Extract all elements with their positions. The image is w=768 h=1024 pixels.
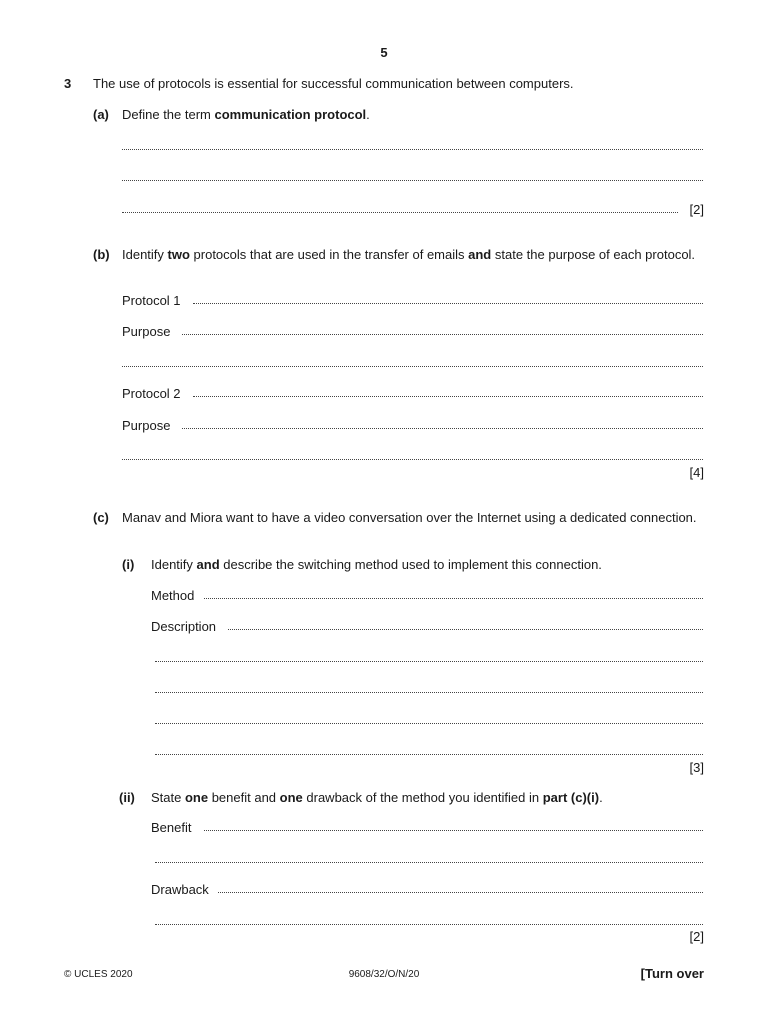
part-c-i-question [151, 557, 602, 573]
answer-line-purpose-1b[interactable] [122, 366, 703, 367]
answer-line-protocol-2[interactable] [193, 396, 703, 397]
footer-paper-code: 9608/32/O/N/20 [348, 969, 420, 980]
part-b-question [122, 247, 704, 263]
part-a-question [122, 107, 370, 123]
method-label: Method [151, 588, 195, 603]
part-b-text-3: state the purpose of each protocol. [491, 247, 696, 262]
part-c-ii-question [151, 790, 603, 806]
answer-line-description-4[interactable] [155, 723, 703, 724]
part-a-label: (a) [93, 107, 109, 122]
part-c-i-text-1: Identify [151, 557, 197, 572]
answer-line-description-1[interactable] [228, 629, 703, 630]
description-label: Description [151, 619, 217, 634]
part-c-ii-text-2: benefit and [208, 790, 280, 805]
answer-line-purpose-1[interactable] [182, 334, 703, 335]
protocol-2-label: Protocol 2 [122, 386, 181, 401]
part-c-label: (c) [93, 510, 109, 525]
footer-copyright: © UCLES 2020 [64, 969, 133, 980]
part-b-label: (b) [93, 247, 110, 262]
protocol-1-label: Protocol 1 [122, 293, 181, 308]
part-b-bold-1: two [167, 247, 190, 262]
answer-line-a-3[interactable] [122, 212, 678, 213]
part-c-ii-text-3: drawback of the method you identified in [302, 790, 543, 805]
part-c-ii-bold-1: one [184, 790, 209, 805]
part-c-question: Manav and Miora want to have a video conversation over the Internet using a dedicated connection. [122, 510, 697, 525]
question-number: 3 [64, 76, 72, 91]
part-c-i-bold-1: and [196, 557, 220, 572]
part-c-ii-text-1: State [151, 790, 185, 805]
page-number: 5 [380, 45, 388, 60]
part-c-i-label: (i) [122, 557, 135, 572]
part-c-ii-text-4: . [599, 790, 603, 805]
part-a-text-post: . [366, 107, 370, 122]
answer-line-description-5[interactable] [155, 754, 703, 755]
answer-line-method[interactable] [204, 598, 703, 599]
question-stem: The use of protocols is essential for successful communication between computers. [93, 76, 574, 91]
benefit-label: Benefit [151, 820, 192, 835]
part-b-marks: [4] [689, 465, 704, 480]
part-b-text-1: Identify [122, 247, 168, 262]
answer-line-description-2[interactable] [155, 661, 703, 662]
part-c-i-text-2: describe the switching method used to implement this connection. [219, 557, 602, 572]
answer-line-description-3[interactable] [155, 692, 703, 693]
part-c-ii-bold-2: one [279, 790, 303, 805]
part-c-i-marks: [3] [689, 760, 704, 775]
part-c-ii-bold-3: part (c)(i) [542, 790, 600, 805]
answer-line-purpose-2b[interactable] [122, 459, 703, 460]
part-a-text-pre: Define the term [122, 107, 215, 122]
turn-over: [Turn over [640, 966, 704, 981]
purpose-2-label: Purpose [122, 418, 171, 433]
answer-line-benefit-1[interactable] [204, 830, 703, 831]
part-b-bold-2: and [468, 247, 492, 262]
part-c-ii-marks: [2] [689, 929, 704, 944]
answer-line-protocol-1[interactable] [193, 303, 703, 304]
part-b-text-2: protocols that are used in the transfer of emails [189, 247, 469, 262]
answer-line-purpose-2[interactable] [182, 428, 703, 429]
answer-line-drawback-2[interactable] [155, 924, 703, 925]
answer-line-benefit-2[interactable] [155, 862, 703, 863]
part-c-ii-label: (ii) [119, 790, 135, 805]
answer-line-a-2[interactable] [122, 180, 703, 181]
answer-line-drawback-1[interactable] [218, 892, 703, 893]
part-a-marks: [2] [689, 202, 704, 217]
answer-line-a-1[interactable] [122, 149, 703, 150]
drawback-label: Drawback [151, 882, 209, 897]
purpose-1-label: Purpose [122, 324, 171, 339]
part-a-term: communication protocol [214, 107, 367, 122]
